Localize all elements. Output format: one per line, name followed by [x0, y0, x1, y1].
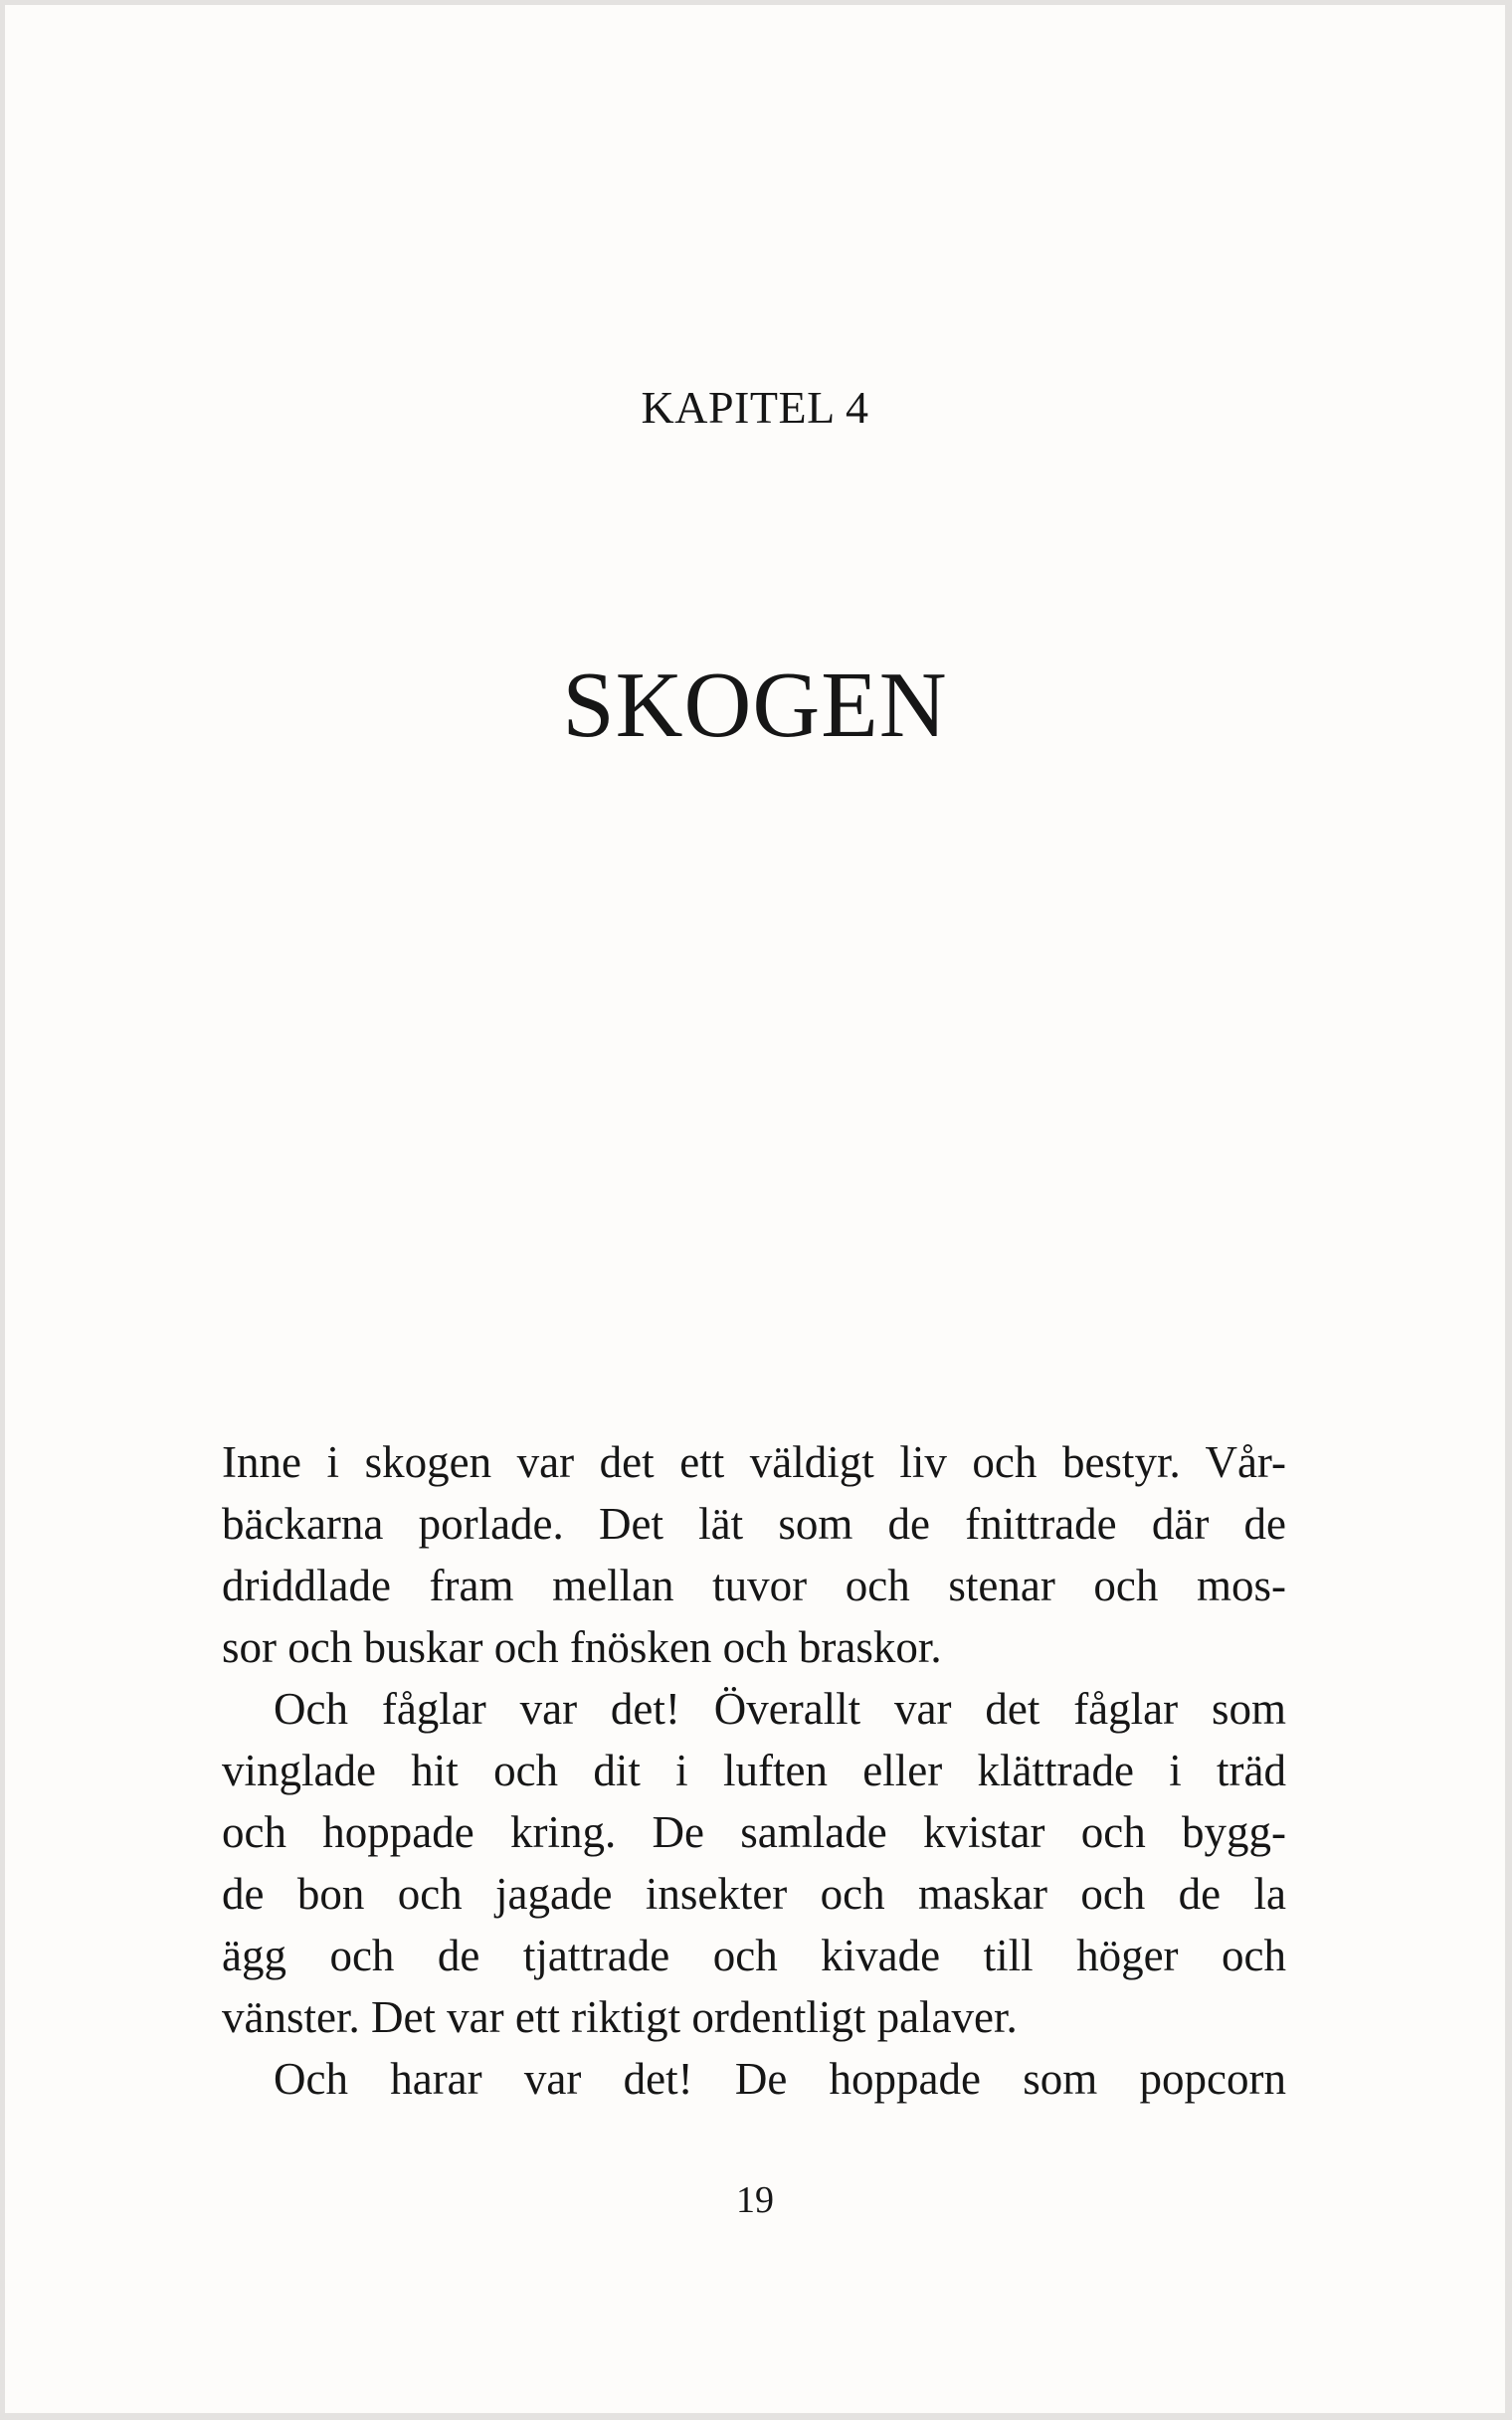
- chapter-label: KAPITEL 4: [641, 382, 869, 433]
- text-line: Och fåglar var det! Överallt var det fåglar som: [274, 1684, 1286, 1734]
- page-number: 19: [736, 2179, 774, 2221]
- text-line: driddlade fram mellan tuvor och stenar och mos-: [222, 1561, 1286, 1610]
- text-line: och hoppade kring. De samlade kvistar och bygg-: [222, 1807, 1286, 1857]
- text-line: Och harar var det! De hoppade som popcorn: [274, 2054, 1286, 2104]
- book-page: [5, 5, 1505, 2413]
- text-line: vinglade hit och dit i luften eller klättrade i träd: [222, 1746, 1286, 1795]
- text-line: sor och buskar och fnösken och braskor.: [222, 1622, 942, 1672]
- text-line: vänster. Det var ett riktigt ordentligt palaver.: [222, 1992, 1018, 2042]
- text-line: de bon och jagade insekter och maskar och de la: [222, 1869, 1286, 1919]
- text-line: bäckarna porlade. Det lät som de fnittrade där de: [222, 1499, 1286, 1549]
- text-line: ägg och de tjattrade och kivade till höger och: [222, 1931, 1286, 1980]
- chapter-title: SKOGEN: [562, 653, 948, 757]
- text-line: Inne i skogen var det ett väldigt liv och bestyr. Vår-: [222, 1437, 1286, 1487]
- body-text: [222, 1431, 1286, 2110]
